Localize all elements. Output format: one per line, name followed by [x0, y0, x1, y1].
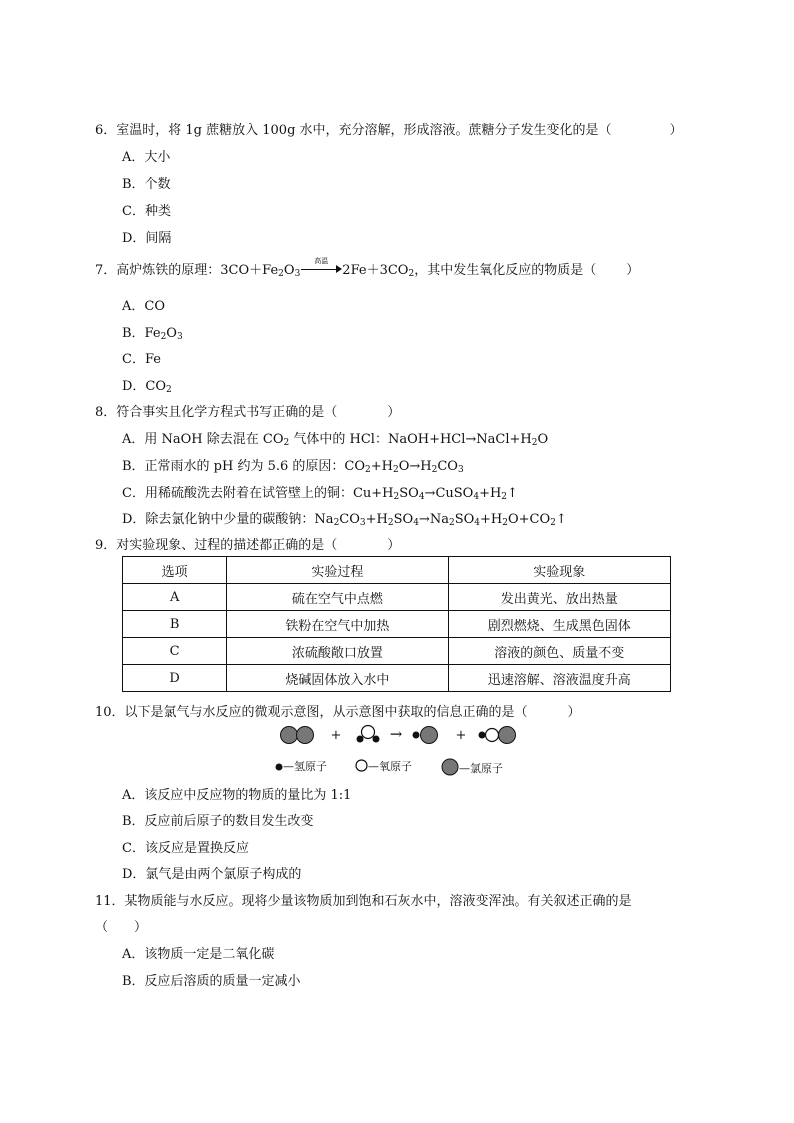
question-7-option-b: B．$Fe_2O_3$	[122, 326, 183, 342]
question-6-option-d: D．间隔	[122, 231, 172, 246]
table-row	[123, 665, 671, 692]
question-8-option-c: C．用稀硫酸洗去附着在试管壁上的铜：$Cu+H_2SO_4\to CuSO_4+H_2↑$	[122, 486, 518, 502]
question-8-option-b: B．正常雨水的 pH 约为 5.6 的原因：$CO_2+H_2O\to H_2CO_3$	[122, 459, 464, 475]
oxygen-atom	[486, 729, 499, 742]
table-header-cell: 选项	[123, 557, 227, 584]
reaction-condition-arrow: 高温	[300, 261, 342, 275]
table-header-cell: 实验过程	[227, 557, 448, 584]
question-7-option-c: C．Fe	[122, 352, 161, 367]
legend-hydrogen: —氢原子	[275, 758, 327, 776]
diagram-legend	[275, 758, 535, 776]
table-header-row	[123, 557, 671, 584]
table-row	[123, 638, 671, 665]
question-11-option-b: B．反应后溶质的质量一定减小	[122, 974, 301, 989]
question-10-option-d: D．氯气是由两个氯原子构成的	[122, 867, 302, 882]
hydrogen-atom	[357, 736, 364, 743]
question-10-option-c: C．该反应是置换反应	[122, 841, 249, 856]
table-cell: 烧碱固体放入水中	[227, 665, 448, 692]
oxygen-atom-icon	[355, 759, 368, 772]
table-cell: C	[123, 638, 227, 665]
question-8-option-a: A．用 NaOH 除去混在 $CO_2$ 气体中的 HCl：$NaOH+HCl\to NaCl+H_2O$	[122, 432, 549, 448]
question-6-stem: 6．室温时，将 1g 蔗糖放入 100g 水中，充分溶解，形成溶液。蔗糖分子发生变化的是（ ）	[95, 123, 683, 138]
table-cell: D	[123, 665, 227, 692]
hydrogen-atom	[373, 736, 380, 743]
reaction-micro-diagram	[270, 722, 530, 748]
legend-chlorine: —氯原子	[441, 758, 503, 778]
question-7-option-a: A．CO	[122, 299, 165, 314]
table-cell: 迅速溶解、溶液温度升高	[448, 665, 670, 692]
question-7-option-d: D．$CO_2$	[122, 379, 172, 395]
table-row	[123, 584, 671, 611]
question-9-stem: 9．对实验现象、过程的描述都正确的是（ ）	[95, 538, 401, 553]
hydrogen-atom	[413, 732, 420, 739]
question-10-option-a: A．该反应中反应物的物质的量比为 1:1	[122, 788, 352, 803]
question-11-stem: 11．某物质能与水反应。现将少量该物质加到饱和石灰水中，溶液变浑浊。有关叙述正确的是	[95, 894, 632, 909]
oxygen-atom	[362, 726, 375, 739]
reaction-arrow: →	[389, 725, 403, 743]
table-row	[123, 611, 671, 638]
question-8-option-d: D．除去氯化钠中少量的碳酸钠：$Na_2CO_3+H_2SO_4\to Na_2SO_4+H_2O+CO_2↑$	[122, 512, 567, 528]
chlorine-atom-icon	[441, 758, 459, 776]
chlorine-atom	[421, 727, 438, 744]
hydrogen-atom-icon	[275, 763, 283, 771]
table-cell: 溶液的颜色、质量不变	[448, 638, 670, 665]
table-cell: 浓硫酸敞口放置	[227, 638, 448, 665]
question-10-option-b: B．反应前后原子的数目发生改变	[122, 814, 314, 829]
question-6-option-b: B．个数	[122, 177, 171, 192]
chlorine-atom	[499, 727, 516, 744]
table-cell: 铁粉在空气中加热	[227, 611, 448, 638]
hydrogen-atom	[479, 732, 486, 739]
question-11-answer-paren: （ ）	[95, 920, 148, 935]
experiment-table	[122, 556, 671, 692]
table-cell: B	[123, 611, 227, 638]
question-6-option-c: C．种类	[122, 204, 171, 219]
plus-sign: +	[330, 728, 342, 743]
chlorine-atom	[281, 727, 298, 744]
table-cell: A	[123, 584, 227, 611]
question-6-option-a: A．大小	[122, 150, 171, 165]
question-8-stem: 8．符合事实且化学方程式书写正确的是（ ）	[95, 405, 401, 420]
table-header-cell: 实验现象	[448, 557, 670, 584]
question-11-option-a: A．该物质一定是二氧化碳	[122, 947, 275, 962]
legend-oxygen: —氧原子	[355, 758, 412, 776]
question-7-stem: 7．高炉炼铁的原理：$3CO+Fe_2O_3$ 高温 $2Fe+3CO_2$，其中发生氧化反应的物质是（ ）	[95, 257, 640, 279]
table-cell: 硫在空气中点燃	[227, 584, 448, 611]
plus-sign: +	[455, 728, 467, 743]
table-cell: 发出黄光、放出热量	[448, 584, 670, 611]
chlorine-atom	[297, 727, 314, 744]
question-10-stem: 10．以下是氯气与水反应的微观示意图，从示意图中获取的信息正确的是（ ）	[95, 705, 581, 720]
table-cell: 剧烈燃烧、生成黑色固体	[448, 611, 670, 638]
